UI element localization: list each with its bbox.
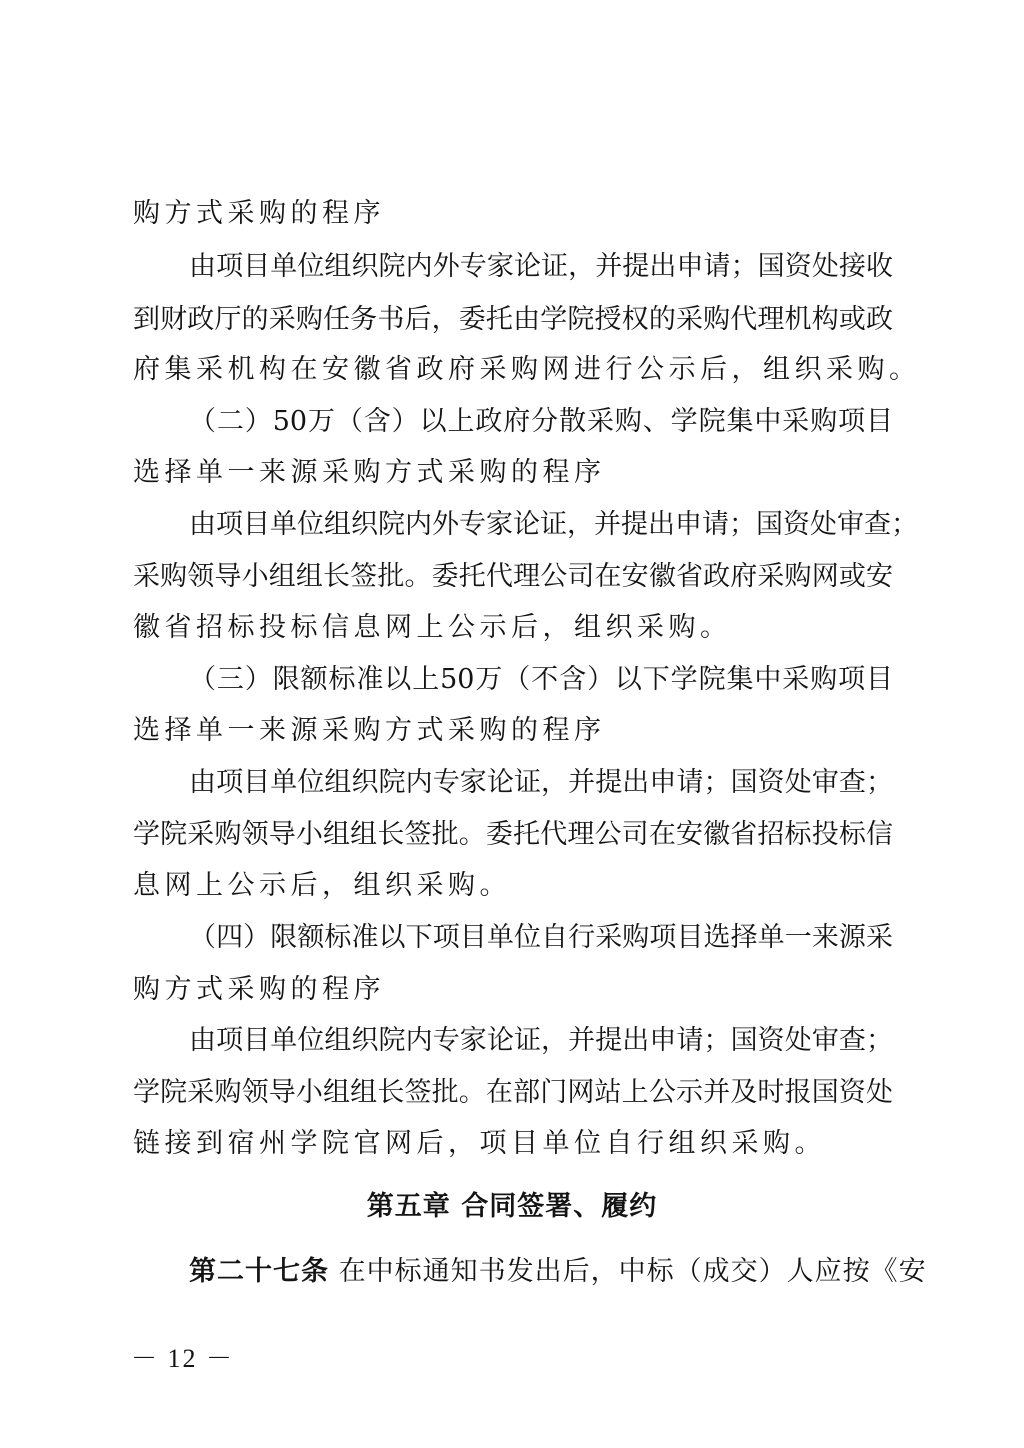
section-heading-line: 购方式采购的程序 [133,974,385,1005]
section-heading-line: 选择单一来源采购方式采购的程序 [133,457,606,488]
section-heading-line: 选择单一来源采购方式采购的程序 [133,715,606,746]
paragraph-line: 徽省招标投标信息网上公示后，组织采购。 [133,612,732,643]
article-number: 第二十七条 [189,1256,329,1287]
paragraph-line: 链接到宿州学院官网后，项目单位自行组织采购。 [133,1128,826,1159]
paragraph-line: 采购领导小组组长签批。委托代理公司在安徽省政府采购网或安 [133,561,893,592]
paragraph-line: 学院采购领导小组组长签批。委托代理公司在安徽省招标投标信 [133,819,893,850]
paragraph-line: 由项目单位组织院内专家论证，并提出申请；国资处审查； [189,1025,893,1056]
paragraph-line: 息网上公示后，组织采购。 [133,870,511,901]
section-heading-line: （三）限额标准以上50万（不含）以下学院集中采购项目 [189,664,893,695]
section-heading-line: （四）限额标准以下项目单位自行采购项目选择单一来源采 [189,922,893,953]
section-heading-line: （二）50万（含）以上政府分散采购、学院集中采购项目 [189,406,893,437]
chapter-heading: 第五章 合同签署、履约 [366,1191,658,1222]
paragraph-line: 由项目单位组织院内专家论证，并提出申请；国资处审查； [189,767,893,798]
paragraph-line: 购方式采购的程序 [133,198,385,229]
paragraph-line: 由项目单位组织院内外专家论证，并提出申请；国资处审查； [189,509,918,540]
page-number: － 12 － [131,1344,235,1373]
paragraph-line: 由项目单位组织院内外专家论证，并提出申请；国资处接收 [189,251,893,282]
article-text: 在中标通知书发出后，中标（成交）人应按《安 [329,1256,927,1287]
paragraph-line: 到财政厅的采购任务书后，委托由学院授权的采购代理机构或政 [133,304,893,335]
paragraph-line: 府集采机构在安徽省政府采购网进行公示后，组织采购。 [133,354,921,385]
paragraph-line: 学院采购领导小组组长签批。在部门网站上公示并及时报国资处 [133,1077,893,1108]
article-line [189,1254,927,1290]
